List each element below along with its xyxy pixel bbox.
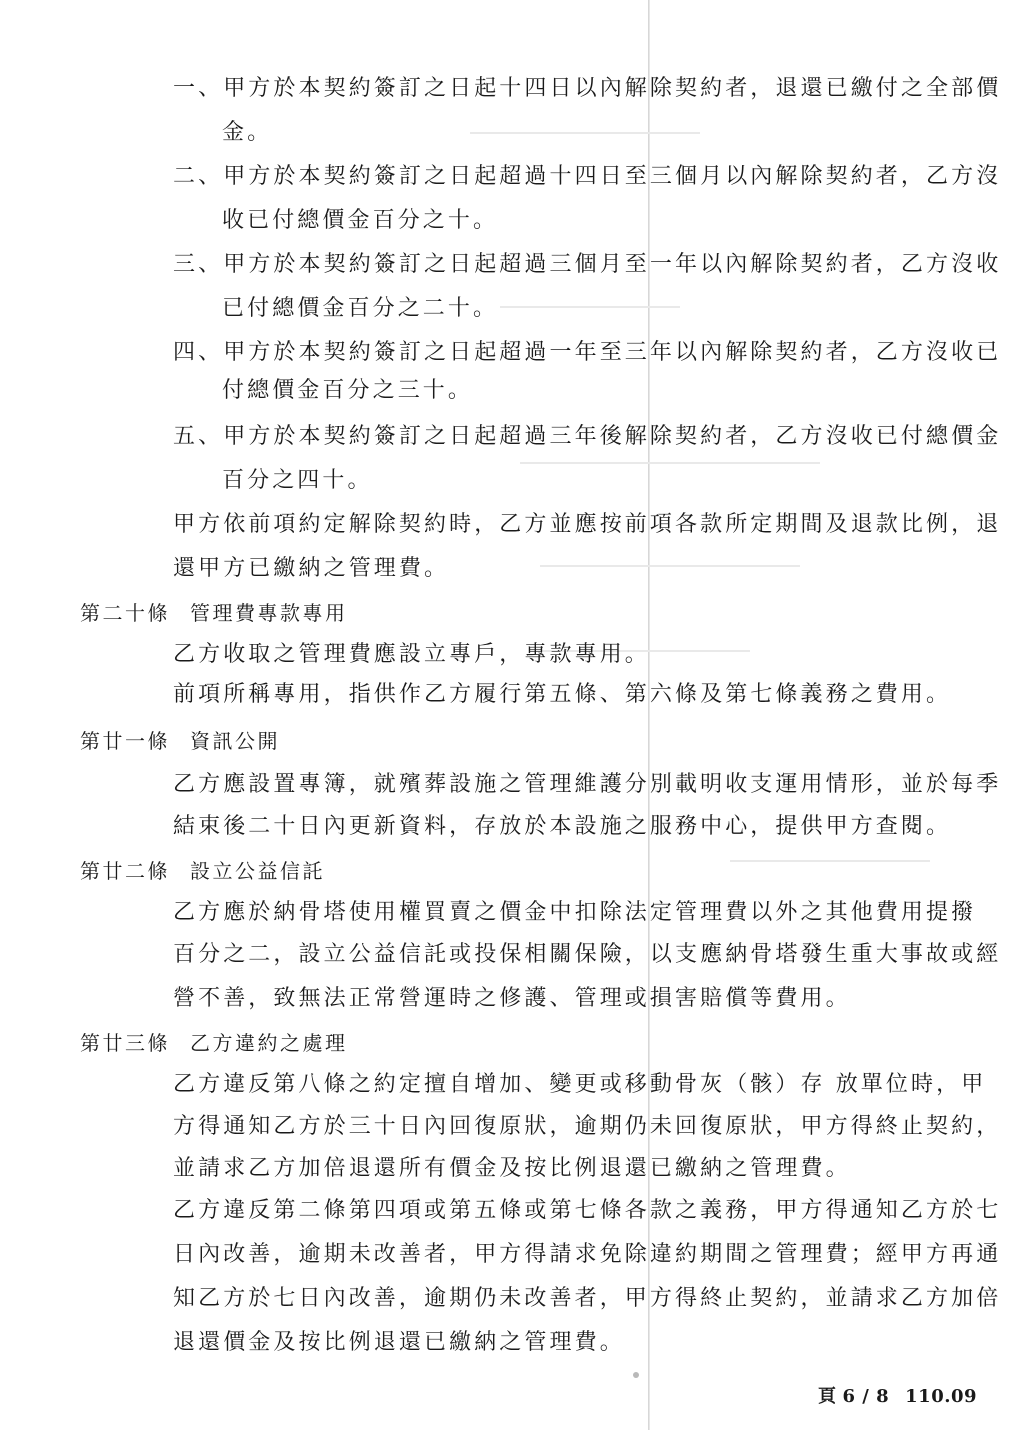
bleed-mark	[730, 860, 930, 862]
bleed-mark	[520, 462, 820, 464]
bleed-mark	[540, 565, 800, 567]
article-23-heading	[80, 1028, 348, 1058]
article-number: 第廿一條	[80, 729, 170, 753]
article-20-heading	[80, 598, 348, 628]
article-20-line-1: 乙方收取之管理費應設立專戶，專款專用。	[173, 642, 650, 667]
article-23-line-3: 並請求乙方加倍退還所有價金及按比例退還已繳納之管理費。	[173, 1156, 851, 1181]
article-23-line-2: 方得通知乙方於三十日內回復原狀，逾期仍未回復原狀，甲方得終止契約，	[173, 1114, 1002, 1139]
article-number: 第廿二條	[80, 859, 170, 883]
article-23-line-7: 退還價金及按比例退還已繳納之管理費。	[173, 1330, 625, 1355]
article-22-line-1: 乙方應於納骨塔使用權買賣之價金中扣除法定管理費以外之其他費用提撥	[173, 900, 977, 925]
article-title: 設立公益信託	[190, 859, 325, 883]
page-label: 頁	[818, 1386, 837, 1407]
clause-3-line-1: 三、甲方於本契約簽訂之日起超過三個月至一年以內解除契約者，乙方沒收	[173, 252, 1002, 277]
refund-note-line-1: 甲方依前項約定解除契約時，乙方並應按前項各款所定期間及退款比例，退	[173, 512, 1002, 537]
clause-5-line-1: 五、甲方於本契約簽訂之日起超過三年後解除契約者，乙方沒收已付總價金	[173, 424, 1002, 449]
page-number: 6 / 8	[842, 1386, 890, 1407]
clause-4-line-1: 四、甲方於本契約簽訂之日起超過一年至三年以內解除契約者，乙方沒收已	[173, 340, 1002, 365]
bleed-mark	[470, 132, 700, 134]
clause-3-line-2: 已付總價金百分之二十。	[222, 296, 499, 321]
article-number: 第廿三條	[80, 1031, 170, 1055]
article-title: 資訊公開	[190, 729, 280, 753]
article-21-line-1: 乙方應設置專簿，就殯葬設施之管理維護分別載明收支運用情形，並於每季	[173, 772, 1002, 797]
article-23-line-6: 知乙方於七日內改善，逾期仍未改善者，甲方得終止契約，並請求乙方加倍	[173, 1286, 1002, 1311]
refund-note-line-2: 還甲方已繳納之管理費。	[173, 556, 450, 581]
article-title: 管理費專款專用	[190, 601, 348, 625]
article-22-heading	[80, 856, 325, 886]
clause-1-line-2: 金。	[222, 120, 273, 145]
bleed-mark	[500, 306, 680, 308]
scan-speck	[633, 1372, 639, 1378]
article-21-line-2: 結束後二十日內更新資料，存放於本設施之服務中心，提供甲方查閱。	[173, 814, 952, 839]
article-22-line-2: 百分之二，設立公益信託或投保相關保險，以支應納骨塔發生重大事故或經	[173, 942, 1002, 967]
article-22-line-3: 營不善，致無法正常營運時之修護、管理或損害賠償等費用。	[173, 986, 851, 1011]
page-footer	[818, 1382, 983, 1408]
article-23-line-1: 乙方違反第八條之約定擅自增加、變更或移動骨灰（骸）存 放單位時，甲	[173, 1072, 987, 1097]
article-title: 乙方違約之處理	[190, 1031, 348, 1055]
article-23-line-5: 日內改善，逾期未改善者，甲方得請求免除違約期間之管理費；經甲方再通	[173, 1242, 1002, 1267]
clause-2-line-1: 二、甲方於本契約簽訂之日起超過十四日至三個月以內解除契約者，乙方沒	[173, 164, 1002, 189]
clause-1-line-1: 一、甲方於本契約簽訂之日起十四日以內解除契約者，退還已繳付之全部價	[173, 76, 1002, 101]
article-23-line-4: 乙方違反第二條第四項或第五條或第七條各款之義務，甲方得通知乙方於七	[173, 1198, 1002, 1223]
clause-2-line-2: 收已付總價金百分之十。	[222, 208, 499, 233]
clause-5-line-2: 百分之四十。	[222, 468, 373, 493]
article-21-heading	[80, 726, 280, 756]
article-number: 第二十條	[80, 601, 170, 625]
article-20-line-2: 前項所稱專用，指供作乙方履行第五條、第六條及第七條義務之費用。	[173, 682, 952, 707]
clause-4-line-2: 付總價金百分之三十。	[222, 378, 474, 403]
version-code: 110.09	[905, 1386, 978, 1407]
